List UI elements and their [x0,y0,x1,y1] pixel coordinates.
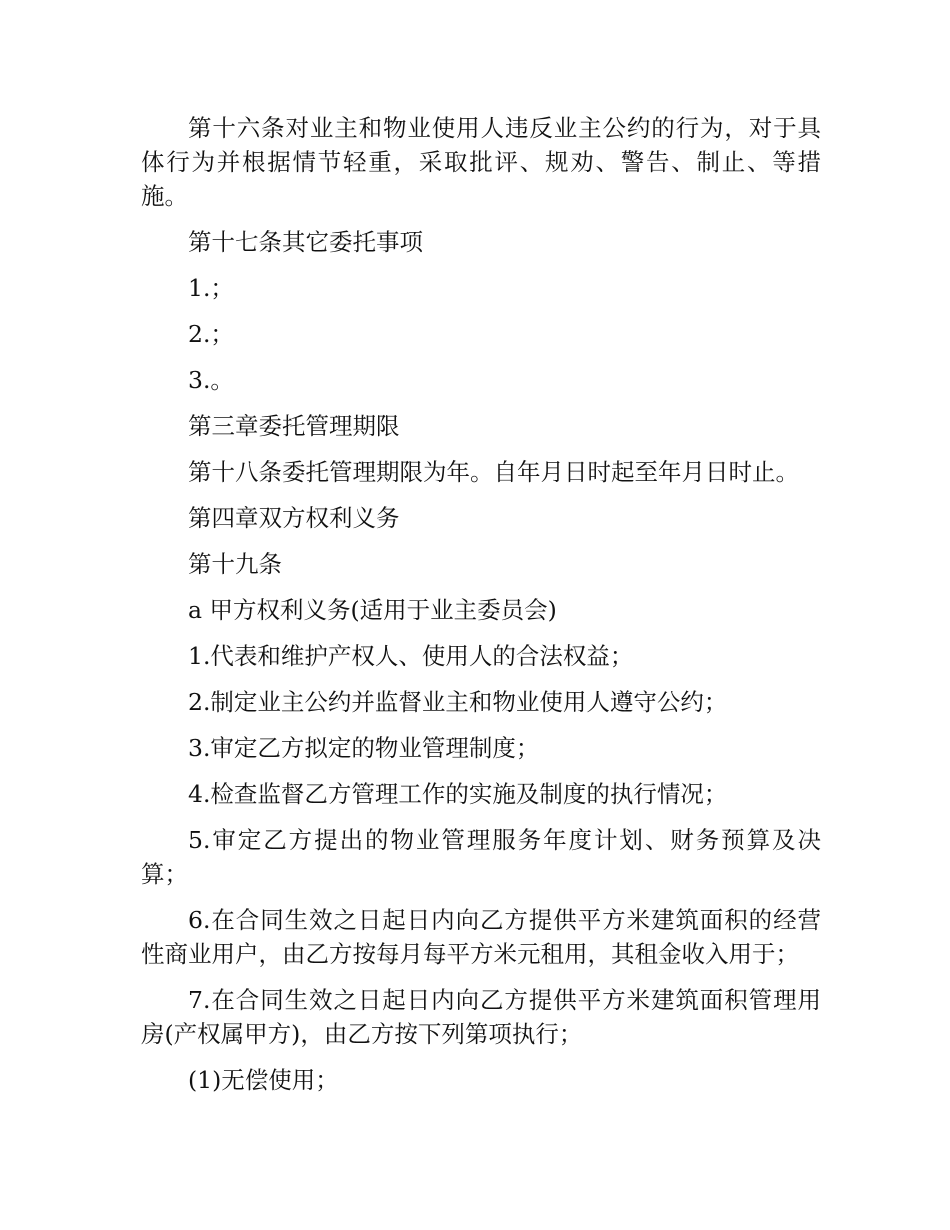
list-item: 3.审定乙方拟定的物业管理制度； [188,734,540,762]
list-item: 7.在合同生效之日起日内向乙方提供平方米建筑面积管理用房(产权属甲方)，由乙方按下列第项执行； [141,986,821,1048]
article-18-paragraph: 第十八条委托管理期限为年。自年月日时起至年月日时止。 [188,458,799,486]
sub-list-item: (1)无偿使用； [188,1066,339,1094]
party-a-subheading: a 甲方权利义务(适用于业主委员会) [188,596,557,624]
article-16-paragraph: 第十六条对业主和物业使用人违反业主公约的行为，对于具体行为并根据情节轻重，采取批评、规劝、警告、制止、等措施。 [141,114,821,210]
list-item: 1.； [188,274,234,302]
article-19-heading: 第十九条 [188,550,282,578]
list-item: 2.； [188,320,234,348]
list-item: 3.。 [188,366,234,394]
document-body [141,111,821,1109]
list-item: 5.审定乙方提出的物业管理服务年度计划、财务预算及决算； [141,826,821,888]
article-17-heading: 第十七条其它委托事项 [188,228,423,256]
chapter-4-heading: 第四章双方权利义务 [188,504,400,532]
list-item: 2.制定业主公约并监督业主和物业使用人遵守公约； [188,688,728,716]
list-item: 4.检查监督乙方管理工作的实施及制度的执行情况； [188,780,728,808]
list-item: 1.代表和维护产权人、使用人的合法权益； [188,642,634,670]
list-item: 6.在合同生效之日起日内向乙方提供平方米建筑面积的经营性商业用户，由乙方按每月每平方米元租用，其租金收入用于； [141,906,821,968]
chapter-3-heading: 第三章委托管理期限 [188,412,400,440]
